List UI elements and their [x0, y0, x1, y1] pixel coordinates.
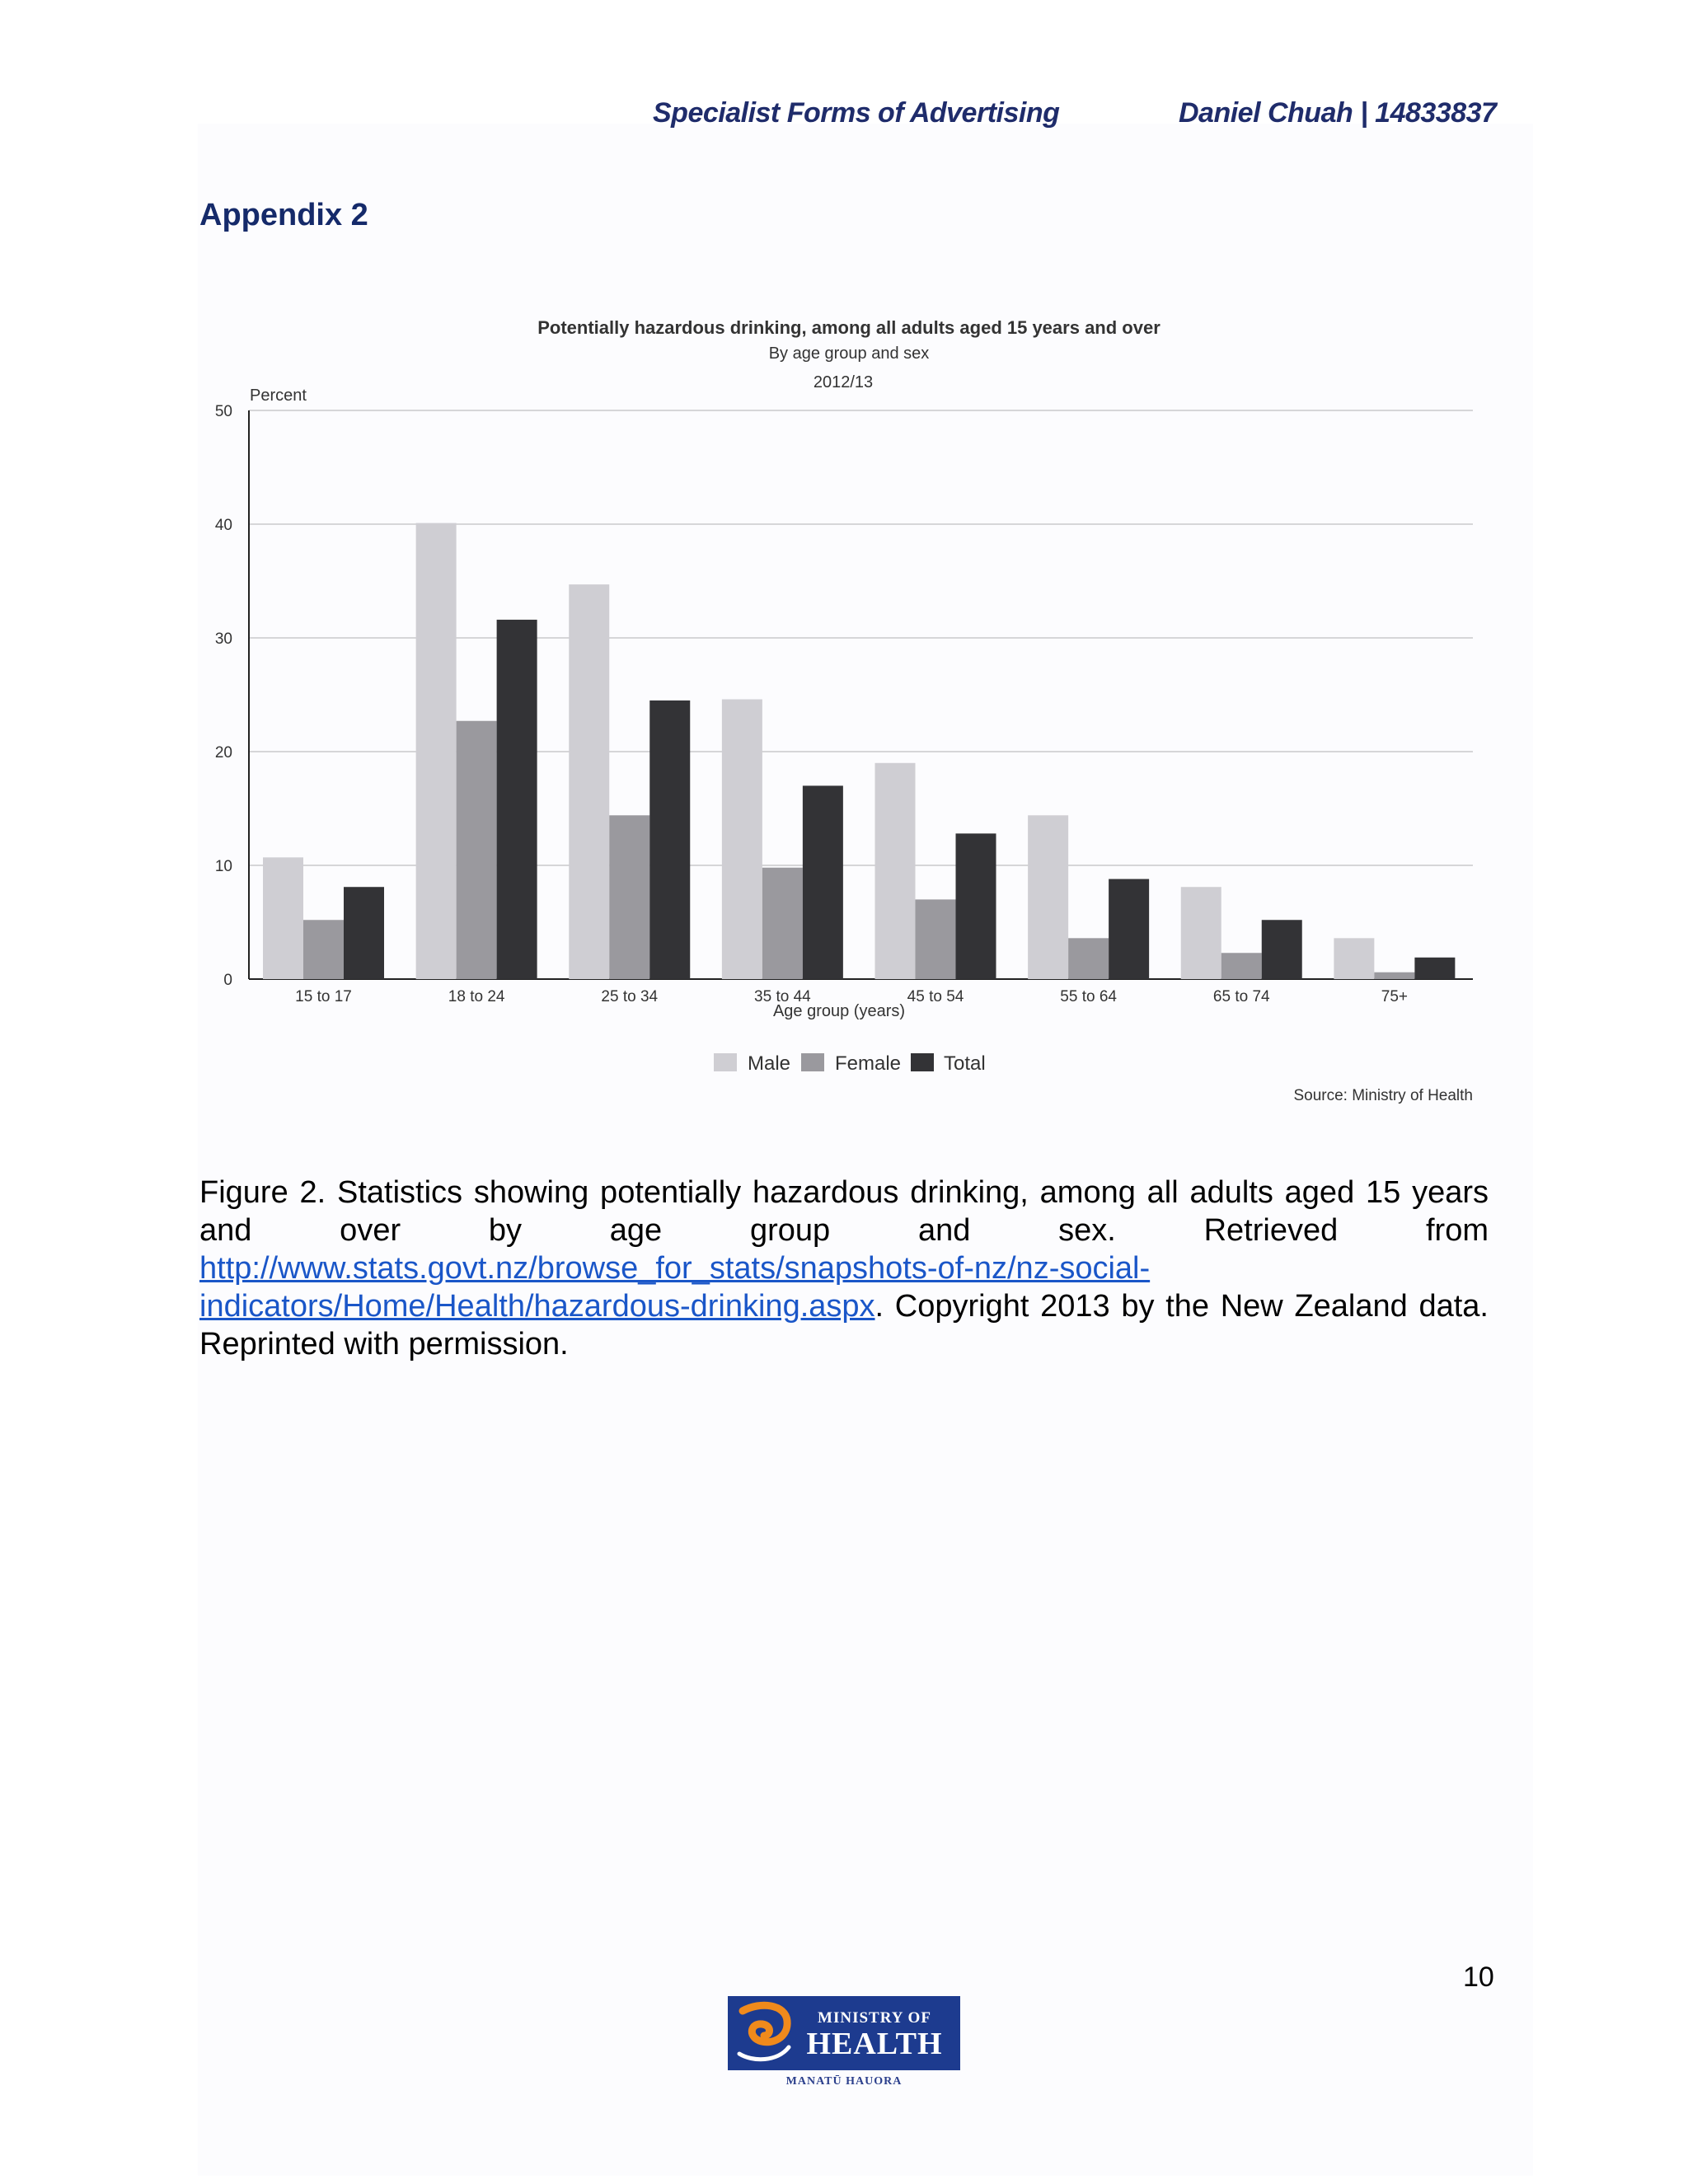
legend-label-female: Female	[835, 1052, 902, 1075]
caption-copyright: . Copyright 2013 by the New Zealand data. Reprinted with permission.	[199, 1289, 1489, 1361]
bar-total-8	[1414, 958, 1455, 979]
y-tick-label: 0	[223, 972, 232, 989]
bar-male-2	[416, 523, 457, 979]
figure-caption	[199, 1174, 1489, 1363]
bar-female-5	[916, 899, 956, 979]
bar-female-7	[1221, 953, 1262, 979]
legend-label-total: Total	[944, 1052, 986, 1075]
x-tick-label: 45 to 54	[907, 988, 964, 1005]
bar-female-2	[457, 721, 497, 979]
y-axis-label: Percent	[250, 387, 307, 405]
chart-legend	[714, 1052, 986, 1075]
source-link-line1: http://www.stats.govt.nz/browse_for_stats/snapshots-of-nz/nz-social-	[199, 1251, 1151, 1286]
logo-line1: MINISTRY OF	[818, 2009, 931, 2027]
header-course-title: Specialist Forms of Advertising	[653, 97, 1060, 129]
x-tick-label: 55 to 64	[1060, 988, 1117, 1005]
source-link-line2: indicators/Home/Health/hazardous-drinking.aspx	[199, 1289, 875, 1324]
y-tick-label: 40	[214, 517, 232, 534]
page-number: 10	[1463, 1961, 1494, 1993]
bar-male-7	[1181, 887, 1221, 979]
ministry-of-health-logo	[728, 1996, 960, 2070]
x-tick-label: 25 to 34	[601, 988, 659, 1005]
bar-male-5	[875, 763, 916, 979]
bar-male-8	[1334, 938, 1374, 979]
header-author: Daniel Chuah | 14833837	[1179, 97, 1497, 129]
x-tick-label: 75+	[1381, 988, 1408, 1005]
caption-text: Figure 2. Statistics showing potentially hazardous drinking, among all adults aged 15 years and over by age group and sex. Retrieved from	[199, 1175, 1489, 1248]
hazardous-drinking-bar-chart	[198, 305, 1500, 1121]
legend-label-male: Male	[748, 1052, 791, 1075]
chart-period: 2012/13	[813, 373, 874, 391]
bar-male-4	[722, 700, 762, 979]
legend-swatch-female	[801, 1053, 824, 1071]
bar-total-5	[956, 833, 996, 979]
bar-female-1	[303, 920, 344, 979]
chart-title: Potentially hazardous drinking, among all adults aged 15 years and over	[537, 317, 1160, 338]
bar-female-6	[1068, 938, 1109, 979]
bar-total-4	[803, 785, 843, 979]
legend-swatch-male	[714, 1053, 737, 1071]
bar-total-3	[649, 701, 690, 979]
bar-total-7	[1262, 920, 1302, 979]
x-tick-label: 35 to 44	[754, 988, 811, 1005]
y-tick-label: 30	[214, 630, 232, 648]
y-tick-label: 20	[214, 744, 232, 762]
bar-total-6	[1109, 879, 1149, 979]
bar-male-3	[569, 584, 609, 979]
x-tick-label: 15 to 17	[295, 988, 352, 1005]
bar-female-4	[762, 868, 803, 979]
logo-line2: HEALTH	[806, 2027, 943, 2061]
bar-male-6	[1028, 815, 1068, 979]
x-axis-label: Age group (years)	[772, 1002, 906, 1020]
y-tick-label: 50	[214, 403, 232, 420]
x-tick-label: 18 to 24	[448, 988, 505, 1005]
x-tick-label: 65 to 74	[1212, 988, 1270, 1005]
chart-subtitle: By age group and sex	[768, 344, 930, 363]
bar-total-2	[497, 620, 537, 979]
bar-male-1	[263, 857, 303, 979]
logo-tagline: MANATŪ HAUORA	[785, 2075, 903, 2088]
appendix-heading: Appendix 2	[199, 198, 368, 232]
bar-female-8	[1374, 972, 1414, 979]
bar-total-1	[344, 887, 384, 979]
chart-source: Source: Ministry of Health	[1293, 1087, 1473, 1104]
legend-swatch-total	[911, 1053, 934, 1071]
y-tick-label: 10	[214, 858, 232, 875]
bar-female-3	[609, 815, 649, 979]
